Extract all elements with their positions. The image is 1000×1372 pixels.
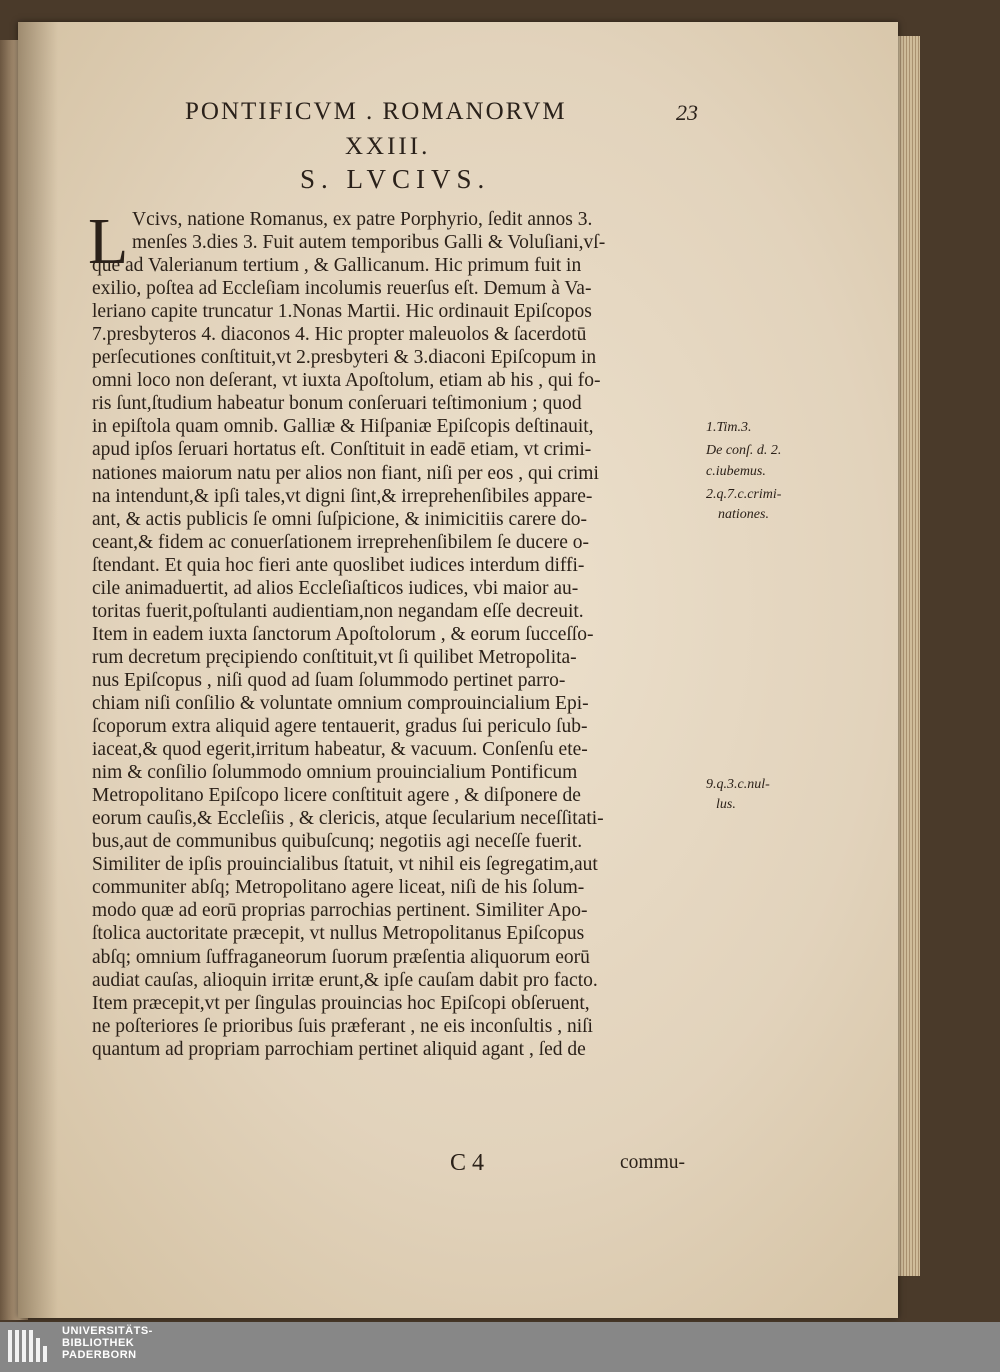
marginal-note: 1.Tim.3. [706,420,752,435]
text-line: toritas fuerit,poſtulanti audientiam,non negandam eſſe decreuit. [92,600,584,622]
library-name-line: PADERBORN [62,1349,137,1361]
text-line: communiter abſq; Metropolitano agere liceat, niſi de his ſolum- [92,877,585,899]
text-line: chiam niſi conſilio & voluntate omnium comprouincialium Epi- [92,692,589,714]
text-line: Item in eadem iuxta ſanctorum Apoſtolorum , & eorum ſucceſſo- [92,623,594,645]
text-line: bus,aut de communibus quibuſcunq; negotiis agi neceſſe fuerit. [92,831,583,853]
text-line: cile animaduertit, ad alios Eccleſiaſticos iudices, vbi maior au- [92,577,579,599]
text-line: abſq; omnium ſuffraganeorum ſuorum præſentia aliquorum eorū [92,946,590,968]
body-text [92,208,702,1061]
text-line: nim & conſilio ſolummodo omnium prouincialium Pontificum [92,762,578,784]
text-line: in epiſtola quam omnib. Galliæ & Hiſpaniæ Epiſcopis deſtinauit, [92,416,594,438]
text-line: audiat cauſas, alioquin irritæ erunt,& ipſe cauſam dabit pro facto. [92,969,598,991]
page-gutter-shadow [18,22,58,1318]
text-line: na intendunt,& ipſi tales,vt digni ſint,& irreprehenſibiles appare- [92,485,593,507]
text-line: ne poſteriores ſe prioribus ſuis præferant , ne eis inconſultis , niſi [92,1015,593,1037]
text-line: exilio, poſtea ad Eccleſiam incolumis reuerſus eſt. Demum à Va- [92,278,592,300]
text-line: leriano capite truncatur 1.Nonas Martii. Hic ordinauit Epiſcopos [92,301,592,323]
library-logo-icon [8,1328,50,1366]
text-line: perſecutiones conſtituit,vt 2.presbyteri & 3.diaconi Epiſcopum in [92,347,597,369]
text-line: 7.presbyteros 4. diaconos 4. Hic propter maleuolos & ſacerdotū [92,324,587,346]
text-line: nationes maiorum natu per alios non fiant, niſi per eos , qui crimi [92,462,599,484]
marginal-note: 9.q.3.c.nul- [706,777,770,792]
page-stack-edge [898,36,920,1276]
text-line: eorum cauſis,& Eccleſiis , & clericis, atque ſecularium neceſſitati- [92,808,604,830]
text-line: Similiter de ipſis prouincialibus ſtatuit, vt nihil eis ſegregatim,aut [92,854,598,876]
text-line: menſes 3.dies 3. Fuit autem temporibus Galli & Voluſiani,vſ- [132,232,606,254]
text-line: nus Epiſcopus , niſi quod ad ſuam ſolummodo pertinet parro- [92,669,566,691]
text-line: Vcivs, natione Romanus, ex patre Porphyrio, ſedit annos 3. [132,209,593,230]
page-number: 23 [676,100,698,125]
text-line: que ad Valerianum tertium , & Gallicanum. Hic primum fuit in [92,255,582,277]
text-line: Item præcepit,vt per ſingulas prouincias hoc Epiſcopi obſeruent, [92,992,590,1014]
marginal-note: nationes. [718,507,769,522]
text-line: ſtolica auctoritate præcepit, vt nullus Metropolitanus Epiſcopus [92,923,585,945]
marginal-note: De conſ. d. 2. [706,443,782,458]
text-line: ſcoporum extra aliquid agere tentauerit, gradus ſui periculo ſub- [92,716,588,738]
text-line: Metropolitano Epiſcopo licere conſtituit agere , & diſponere de [92,785,581,807]
marginal-note: lus. [716,797,736,812]
marginal-note: 2.q.7.c.crimi- [706,487,782,502]
text-line: iaceat,& quod egerit,irritum habeatur, & vacuum. Conſenſu ete- [92,739,588,761]
library-name-line: UNIVERSITÄTS- [62,1325,153,1337]
text-line: omni loco non deſerant, vt iuxta Apoſtolum, etiam ab his , qui fo- [92,370,601,392]
text-line: apud ipſos ſeruari hortatus eſt. Conſtituit in eadē etiam, vt crimi- [92,439,592,461]
running-head: PONTIFICVM . ROMANORVM [185,98,567,125]
catchword: commu- [620,1152,685,1173]
signature-mark: C 4 [450,1150,485,1176]
text-line: ceant,& fidem ac conuerſationem irreprehenſibilem ſe ducere o- [92,531,590,553]
library-name [62,1325,153,1361]
drop-cap: L [88,205,129,278]
text-line: ſtendant. Et quia hoc fieri ante quoslibet iudices interdum diffi- [92,554,585,576]
text-line: modo quæ ad eorū proprias parrochias pertinent. Similiter Apo- [92,900,588,922]
chapter-title: S. LVCIVS. [300,164,491,194]
text-line: rum decretum pręcipiendo conſtituit,vt ſi quilibet Metropolita- [92,646,577,668]
text-line: ris ſunt,ſtudium habeatur bonum conſeruari teſtimonium ; quod [92,393,582,415]
text-line: quantum ad propriam parrochiam pertinet aliquid agant , ſed de [92,1038,586,1060]
library-name-line: BIBLIOTHEK [62,1337,135,1349]
chapter-number: XXIII. [345,133,431,160]
marginal-note: c.iubemus. [706,464,766,479]
text-line: ant, & actis publicis ſe omni ſuſpicione, & inimicitiis carere do- [92,508,587,530]
